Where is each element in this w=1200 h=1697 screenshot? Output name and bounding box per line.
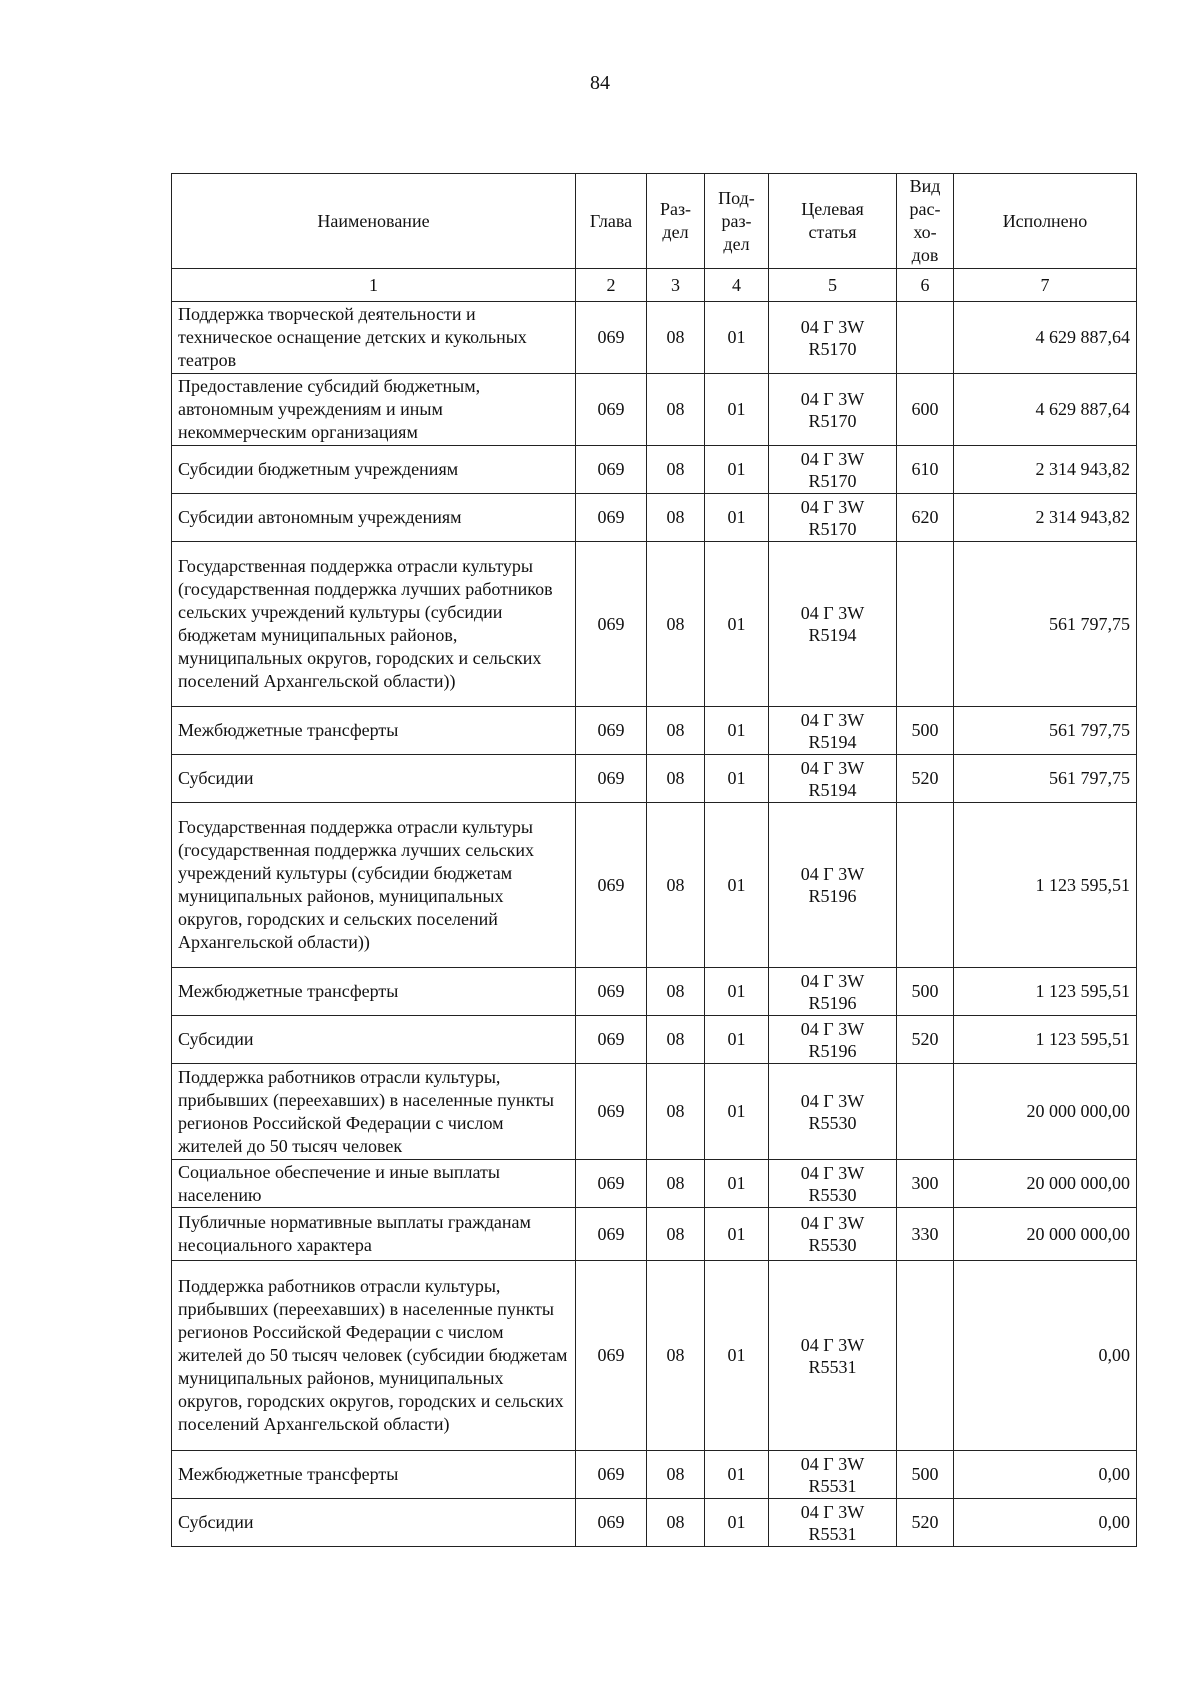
row-amount: 0,00	[954, 1261, 1137, 1451]
target-article-line1: 04 Г 3W	[800, 970, 865, 991]
target-article-line1: 04 Г 3W	[800, 864, 865, 884]
header-executed: Исполнено	[954, 174, 1137, 269]
row-chapter: 069	[576, 1451, 647, 1499]
row-amount: 0,00	[954, 1451, 1137, 1499]
row-section: 08	[647, 446, 705, 494]
budget-table	[171, 173, 1137, 1547]
table-row	[172, 755, 1137, 803]
row-amount: 20 000 000,00	[954, 1160, 1137, 1208]
target-article-line2: R5531	[808, 1523, 857, 1544]
target-article-line2: R5196	[808, 992, 857, 1013]
row-expense-type: 620	[897, 494, 954, 542]
row-chapter: 069	[576, 1261, 647, 1451]
row-chapter: 069	[576, 1208, 647, 1261]
target-article-line2: R5194	[808, 731, 857, 752]
row-amount: 1 123 595,51	[954, 968, 1137, 1016]
row-name: Предоставление субсидий бюджетным, автономным учреждениям и иным некоммерческим организациям	[172, 374, 576, 446]
row-target-article	[769, 1208, 897, 1261]
row-subsection: 01	[705, 1499, 769, 1547]
target-article-line1: 04 Г 3W	[800, 1018, 865, 1039]
target-article-line1: 04 Г 3W	[800, 1501, 865, 1522]
table-row	[172, 1261, 1137, 1451]
target-article-line2: R5170	[808, 410, 857, 431]
row-chapter: 069	[576, 968, 647, 1016]
row-section: 08	[647, 755, 705, 803]
row-section: 08	[647, 1016, 705, 1064]
row-target-article	[769, 542, 897, 707]
row-section: 08	[647, 542, 705, 707]
row-target-article	[769, 1499, 897, 1547]
column-number: 6	[897, 269, 954, 302]
target-article-line2: R5194	[808, 625, 857, 645]
row-expense-type: 520	[897, 755, 954, 803]
row-target-article	[769, 803, 897, 968]
column-number-row	[172, 269, 1137, 302]
row-expense-type: 600	[897, 374, 954, 446]
row-name: Поддержка творческой деятельности и техническое оснащение детских и кукольных театров	[172, 302, 576, 374]
row-chapter: 069	[576, 542, 647, 707]
row-section: 08	[647, 707, 705, 755]
table-row	[172, 1160, 1137, 1208]
row-name: Субсидии автономным учреждениям	[172, 494, 576, 542]
row-section: 08	[647, 803, 705, 968]
target-article-line2: R5170	[808, 470, 857, 491]
row-expense-type	[897, 302, 954, 374]
row-target-article	[769, 1064, 897, 1160]
row-section: 08	[647, 968, 705, 1016]
target-article-line1: 04 Г 3W	[800, 709, 865, 730]
column-number: 7	[954, 269, 1137, 302]
target-article-line2: R5530	[808, 1112, 857, 1133]
header-expense-type: Вид рас- хо- дов	[897, 174, 954, 269]
table-row	[172, 1016, 1137, 1064]
row-subsection: 01	[705, 1160, 769, 1208]
row-subsection: 01	[705, 1261, 769, 1451]
row-name: Межбюджетные трансферты	[172, 707, 576, 755]
row-chapter: 069	[576, 446, 647, 494]
row-target-article	[769, 302, 897, 374]
row-section: 08	[647, 494, 705, 542]
row-subsection: 01	[705, 707, 769, 755]
row-subsection: 01	[705, 494, 769, 542]
row-subsection: 01	[705, 1451, 769, 1499]
row-expense-type	[897, 1064, 954, 1160]
table-row	[172, 374, 1137, 446]
row-amount: 0,00	[954, 1499, 1137, 1547]
target-article-line2: R5531	[808, 1356, 857, 1377]
row-section: 08	[647, 1208, 705, 1261]
target-article-line1: 04 Г 3W	[800, 1162, 865, 1183]
row-name: Субсидии	[172, 1016, 576, 1064]
target-article-line2: R5530	[808, 1184, 857, 1205]
target-article-line1: 04 Г 3W	[800, 448, 865, 469]
row-expense-type	[897, 803, 954, 968]
row-amount: 2 314 943,82	[954, 494, 1137, 542]
row-subsection: 01	[705, 1016, 769, 1064]
row-name: Поддержка работников отрасли культуры, прибывших (переехавших) в населенные пункты регионов Российской Федерации с числом жителей до 50 тысяч человек	[172, 1064, 576, 1160]
row-subsection: 01	[705, 302, 769, 374]
row-subsection: 01	[705, 1208, 769, 1261]
table-row	[172, 1499, 1137, 1547]
row-subsection: 01	[705, 446, 769, 494]
header-target-article: Целевая статья	[769, 174, 897, 269]
row-amount: 1 123 595,51	[954, 1016, 1137, 1064]
row-name: Межбюджетные трансферты	[172, 968, 576, 1016]
row-chapter: 069	[576, 1499, 647, 1547]
target-article-line2: R5170	[808, 338, 857, 359]
header-name: Наименование	[172, 174, 576, 269]
target-article-line2: R5530	[808, 1235, 857, 1255]
header-row	[172, 174, 1137, 269]
target-article-line1: 04 Г 3W	[800, 603, 865, 623]
table-row	[172, 803, 1137, 968]
row-target-article	[769, 1016, 897, 1064]
table-row	[172, 542, 1137, 707]
row-chapter: 069	[576, 803, 647, 968]
row-amount: 20 000 000,00	[954, 1064, 1137, 1160]
row-amount: 2 314 943,82	[954, 446, 1137, 494]
column-number: 5	[769, 269, 897, 302]
row-target-article	[769, 1160, 897, 1208]
table-row	[172, 1451, 1137, 1499]
target-article-line2: R5170	[808, 518, 857, 539]
row-expense-type	[897, 542, 954, 707]
target-article-line1: 04 Г 3W	[800, 1090, 865, 1111]
row-chapter: 069	[576, 302, 647, 374]
target-article-line1: 04 Г 3W	[800, 1213, 865, 1233]
target-article-line1: 04 Г 3W	[800, 1453, 865, 1474]
row-section: 08	[647, 1261, 705, 1451]
table-row	[172, 494, 1137, 542]
row-section: 08	[647, 374, 705, 446]
target-article-line1: 04 Г 3W	[800, 757, 865, 778]
row-chapter: 069	[576, 1064, 647, 1160]
target-article-line1: 04 Г 3W	[800, 1334, 865, 1355]
row-target-article	[769, 374, 897, 446]
row-chapter: 069	[576, 755, 647, 803]
row-name: Межбюджетные трансферты	[172, 1451, 576, 1499]
target-article-line1: 04 Г 3W	[800, 388, 865, 409]
column-number: 2	[576, 269, 647, 302]
row-amount: 561 797,75	[954, 707, 1137, 755]
row-subsection: 01	[705, 968, 769, 1016]
target-article-line2: R5194	[808, 779, 857, 800]
row-expense-type: 520	[897, 1016, 954, 1064]
row-amount: 4 629 887,64	[954, 374, 1137, 446]
row-target-article	[769, 1451, 897, 1499]
target-article-line1: 04 Г 3W	[800, 316, 865, 337]
row-name: Социальное обеспечение и иные выплаты населению	[172, 1160, 576, 1208]
row-expense-type: 500	[897, 1451, 954, 1499]
header-subsection: Под- раз- дел	[705, 174, 769, 269]
row-target-article	[769, 755, 897, 803]
row-name: Государственная поддержка отрасли культуры (государственная поддержка лучших сельских учреждений культуры (субсидии бюджетам муниципальных районов, муниципальных округов, городских и сельских поселений Архангельской области))	[172, 803, 576, 968]
row-expense-type: 500	[897, 707, 954, 755]
row-section: 08	[647, 1160, 705, 1208]
row-chapter: 069	[576, 374, 647, 446]
row-target-article	[769, 494, 897, 542]
column-number: 1	[172, 269, 576, 302]
page-number: 84	[590, 72, 610, 94]
row-chapter: 069	[576, 1160, 647, 1208]
row-section: 08	[647, 1451, 705, 1499]
row-subsection: 01	[705, 803, 769, 968]
row-target-article	[769, 1261, 897, 1451]
row-name: Субсидии	[172, 755, 576, 803]
row-amount: 20 000 000,00	[954, 1208, 1137, 1261]
row-expense-type: 520	[897, 1499, 954, 1547]
target-article-line2: R5196	[808, 886, 857, 906]
row-name: Публичные нормативные выплаты гражданам несоциального характера	[172, 1208, 576, 1261]
row-subsection: 01	[705, 1064, 769, 1160]
column-number: 4	[705, 269, 769, 302]
table-row	[172, 302, 1137, 374]
table-row	[172, 707, 1137, 755]
row-name: Субсидии бюджетным учреждениям	[172, 446, 576, 494]
row-subsection: 01	[705, 374, 769, 446]
row-expense-type: 330	[897, 1208, 954, 1261]
row-section: 08	[647, 1499, 705, 1547]
row-expense-type: 610	[897, 446, 954, 494]
target-article-line2: R5531	[808, 1475, 857, 1496]
row-amount: 561 797,75	[954, 755, 1137, 803]
row-subsection: 01	[705, 542, 769, 707]
row-amount: 561 797,75	[954, 542, 1137, 707]
row-target-article	[769, 446, 897, 494]
row-target-article	[769, 707, 897, 755]
table-row	[172, 446, 1137, 494]
target-article-line2: R5196	[808, 1040, 857, 1061]
row-chapter: 069	[576, 707, 647, 755]
row-section: 08	[647, 302, 705, 374]
row-target-article	[769, 968, 897, 1016]
row-section: 08	[647, 1064, 705, 1160]
header-section: Раз- дел	[647, 174, 705, 269]
row-amount: 1 123 595,51	[954, 803, 1137, 968]
column-number: 3	[647, 269, 705, 302]
row-name: Субсидии	[172, 1499, 576, 1547]
table-row	[172, 1208, 1137, 1261]
row-expense-type	[897, 1261, 954, 1451]
row-expense-type: 500	[897, 968, 954, 1016]
row-subsection: 01	[705, 755, 769, 803]
row-expense-type: 300	[897, 1160, 954, 1208]
row-amount: 4 629 887,64	[954, 302, 1137, 374]
header-chapter: Глава	[576, 174, 647, 269]
target-article-line1: 04 Г 3W	[800, 496, 865, 517]
row-chapter: 069	[576, 494, 647, 542]
table-row	[172, 968, 1137, 1016]
row-chapter: 069	[576, 1016, 647, 1064]
table-row	[172, 1064, 1137, 1160]
row-name: Поддержка работников отрасли культуры, прибывших (переехавших) в населенные пункты регионов Российской Федерации с числом жителей до 50 тысяч человек (субсидии бюджетам муниципальных районов, муниципальных округов, городских округов, городских и сельских поселений Архангельской области)	[172, 1261, 576, 1451]
row-name: Государственная поддержка отрасли культуры (государственная поддержка лучших работников сельских учреждений культуры (субсидии бюджетам муниципальных районов, муниципальных округов, городских и сельских поселений Архангельской области))	[172, 542, 576, 707]
